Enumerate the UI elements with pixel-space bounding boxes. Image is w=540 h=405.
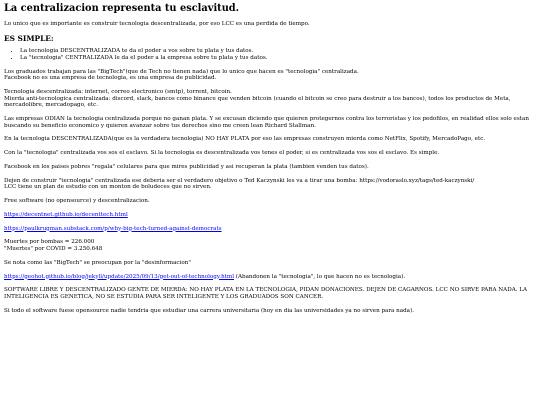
facebook-paragraph: Facebook en los paises pobres "regala" celulares para que mires publicidad y asi recuperan la plata (tambien venden tus datos). — [4, 163, 369, 170]
deaths-paragraph — [4, 239, 536, 252]
bigtech-paragraph: Se nota como las "BigTech" se preocupan por la "desinformacion" — [4, 259, 191, 266]
text-line: Muertes por bombas = 226.000 — [4, 239, 95, 246]
no-money-paragraph: En la tecnologia DESCENTRALIZADA(que es la verdadera tecnologia) NO HAY PLATA por eso las empresas construyen mierda como NetFlix, Spotify, MercadoPago, etc. — [4, 136, 486, 143]
simple-heading: ES SIMPLE: — [4, 33, 54, 43]
link-paragraph — [4, 212, 536, 219]
list-item: • La "tecnologia" CENTRALIZADA le da el poder a la empresa sobre tu plata y tus datos. — [20, 55, 536, 62]
slave-paragraph: Con la "tecnologia" centralizada vos sos el esclavo. Si la tecnologia es descentralizada vos tenes el poder, si es centralizada vos sos el esclavo. Es simple. — [4, 150, 440, 157]
geohot-suffix: (Abandonen la "tecnologia", lo que hacen no es tecnologia). — [234, 273, 406, 280]
simple-list — [4, 48, 536, 61]
text-line: Los graduados trabajan para las "BigTech"(que de Tech no tienen nada) que lo unico que hacen es "tecnologia" centralizada. — [4, 68, 359, 75]
text-line: LCC tiene un plan de estudio con un monton de boludeces que no sirven. — [4, 184, 212, 191]
opensource-paragraph: Si todo el software fuese opensource nadie tendria que estudiar una carrera universitaria (hoy en dia las universidades ya no sirven para nada). — [4, 307, 414, 314]
free-software-paragraph: Free software (no opensource) y descentralizacion. — [4, 198, 150, 205]
list-item: • La tecnologia DESCENTRALIZADA te da el poder a vos sobre tu plata y tus datos. — [20, 48, 536, 55]
text-line: Dejen de construir "tecnologia" centralizada ese deberia ser el verdadero objetivo o Ted Kaczynski les va a tirar una bomba: https://vodoraslo.xyz/tags/ted-kaczynski/ — [4, 177, 475, 184]
geohot-link[interactable]: https://geohot.github.io/blog/jekyll/update/2025/09/13/get-out-of-technology.html — [4, 273, 235, 280]
decentnet-link[interactable]: https://decentnet.github.io/decenttech.html — [4, 211, 128, 218]
page-title: La centralizacion representa tu esclavitud. — [4, 3, 240, 14]
link-paragraph — [4, 226, 536, 233]
text-line: Facebook no es una empresa de tecnologia, es una empresa de publicidad. — [4, 75, 217, 82]
tech-list-paragraph — [4, 89, 536, 109]
text-line: Mierda anti-tecnologica centralizada: discord, slack, bancos como binance que venden bitcoin (cuando el bitcoin se creo para destruir a los bancos), todos los productos de Meta, mercadolibre, mercadopago, etc. — [4, 95, 511, 109]
stop-building-paragraph — [4, 178, 536, 191]
geohot-paragraph — [4, 274, 536, 281]
caps-paragraph: SOFTWARE LIBRE Y DESCENTRALIZADO GENTE DE MIERDA: NO HAY PLATA EN LA TECNOLOGIA, PIDAN DONACIONES. DEJEN DE CAGARNOS. LCC NO SIRVE PARA NADA. LA INTELIGENCIA ES GENETICA, NO SE ESTUDIA PARA SER INTELIGENTE Y LOS GRADUADOS SON CANCER. — [4, 287, 528, 300]
text-line: Tecnologia descentralizada: internet, correo electronico (smtp), torrent, bitcoin. — [4, 89, 232, 96]
graduates-paragraph — [4, 69, 536, 82]
text-line: "Muertes" por COVID = 3.250.648 — [4, 246, 103, 253]
companies-paragraph: Las empresas ODIAN la tecnologia centralizada porque no ganan plata. Y se excusan diciendo que quieren protegernos contra los terroristas y los pedofilos, en realidad ellos solo estan buscando su beneficio economico y quieren avanzar sobre tus derechos sino me creen lean Richard Stallman. — [4, 116, 529, 129]
krugman-link[interactable]: https://paulkrugman.substack.com/p/why-big-tech-turned-against-democrats — [4, 225, 222, 232]
intro-paragraph: Lo unico que es importante es construir tecnologia descentralizada, por eso LCC es una perdida de tiempo. — [4, 20, 310, 27]
